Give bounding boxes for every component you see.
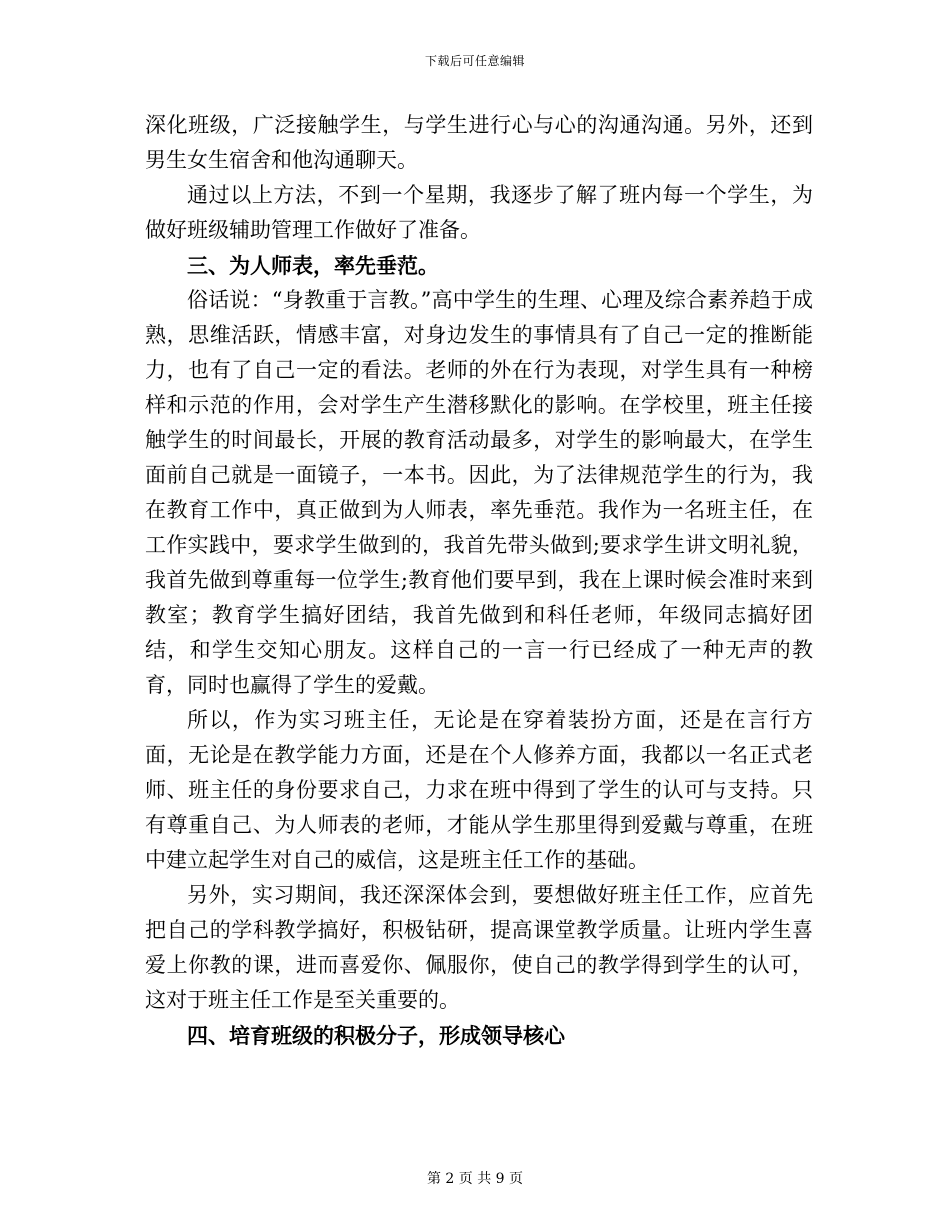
page-header: 下载后可任意编辑 bbox=[424, 54, 525, 68]
paragraph-teaching-quality: 另外，实习期间，我还深深体会到，要想做好班主任工作，应首先把自己的学科教学搞好，积极钻研，提高课堂教学质量。让班内学生喜爱上你教的课，进而喜爱你、佩服你，使自己的教学得到学生的认可，这对于班主任工作是至关重要的。 bbox=[145, 883, 813, 1012]
page-number: 第 2 页 共 9 页 bbox=[426, 1171, 524, 1187]
section-heading-4: 四、培育班级的积极分子，形成领导核心 bbox=[187, 1023, 565, 1048]
paragraph-self-requirements: 所以，作为实习班主任，无论是在穿着装扮方面，还是在言行方面，无论是在教学能力方面，还是在个人修养方面，我都以一名正式老师、班主任的身份要求自己，力求在班中得到了学生的认可与支持。只有尊重自己、为人师表的老师，才能从学生那里得到爱戴与尊重，在班中建立起学生对自己的威信，这是班主任工作的基础。 bbox=[145, 708, 813, 872]
paragraph-continuation: 深化班级，广泛接触学生，与学生进行心与心的沟通沟通。另外，还到男生女生宿舍和他沟通聊天。 bbox=[145, 113, 813, 172]
paragraph-lead-by-example: 俗话说：“身教重于言教。”高中学生的生理、心理及综合素养趋于成熟，思维活跃，情感丰富，对身边发生的事情具有了自己一定的推断能力，也有了自己一定的看法。老师的外在行为表现，对学生具有一种榜样和示范的作用，会对学生产生潜移默化的影响。在学校里，班主任接触学生的时间最长，开展的教育活动最多，对学生的影响最大，在学生面前自己就是一面镜子，一本书。因此，为了法律规范学生的行为，我在教育工作中，真正做到为人师表，率先垂范。我作为一名班主任，在工作实践中，要求学生做到的，我首先带头做到;要求学生讲文明礼貌，我首先做到尊重每一位学生;教育他们要早到，我在上课时候会准时来到教室；教育学生搞好团结，我首先做到和科任老师，年级同志搞好团结，和学生交知心朋友。这样自己的一言一行已经成了一种无声的教育，同时也赢得了学生的爱戴。 bbox=[145, 288, 813, 697]
section-heading-3: 三、为人师表，率先垂范。 bbox=[187, 253, 439, 278]
document-body bbox=[145, 108, 813, 1053]
paragraph-understanding-students: 通过以上方法，不到一个星期，我逐步了解了班内每一个学生，为做好班级辅助管理工作做好了准备。 bbox=[145, 183, 813, 242]
